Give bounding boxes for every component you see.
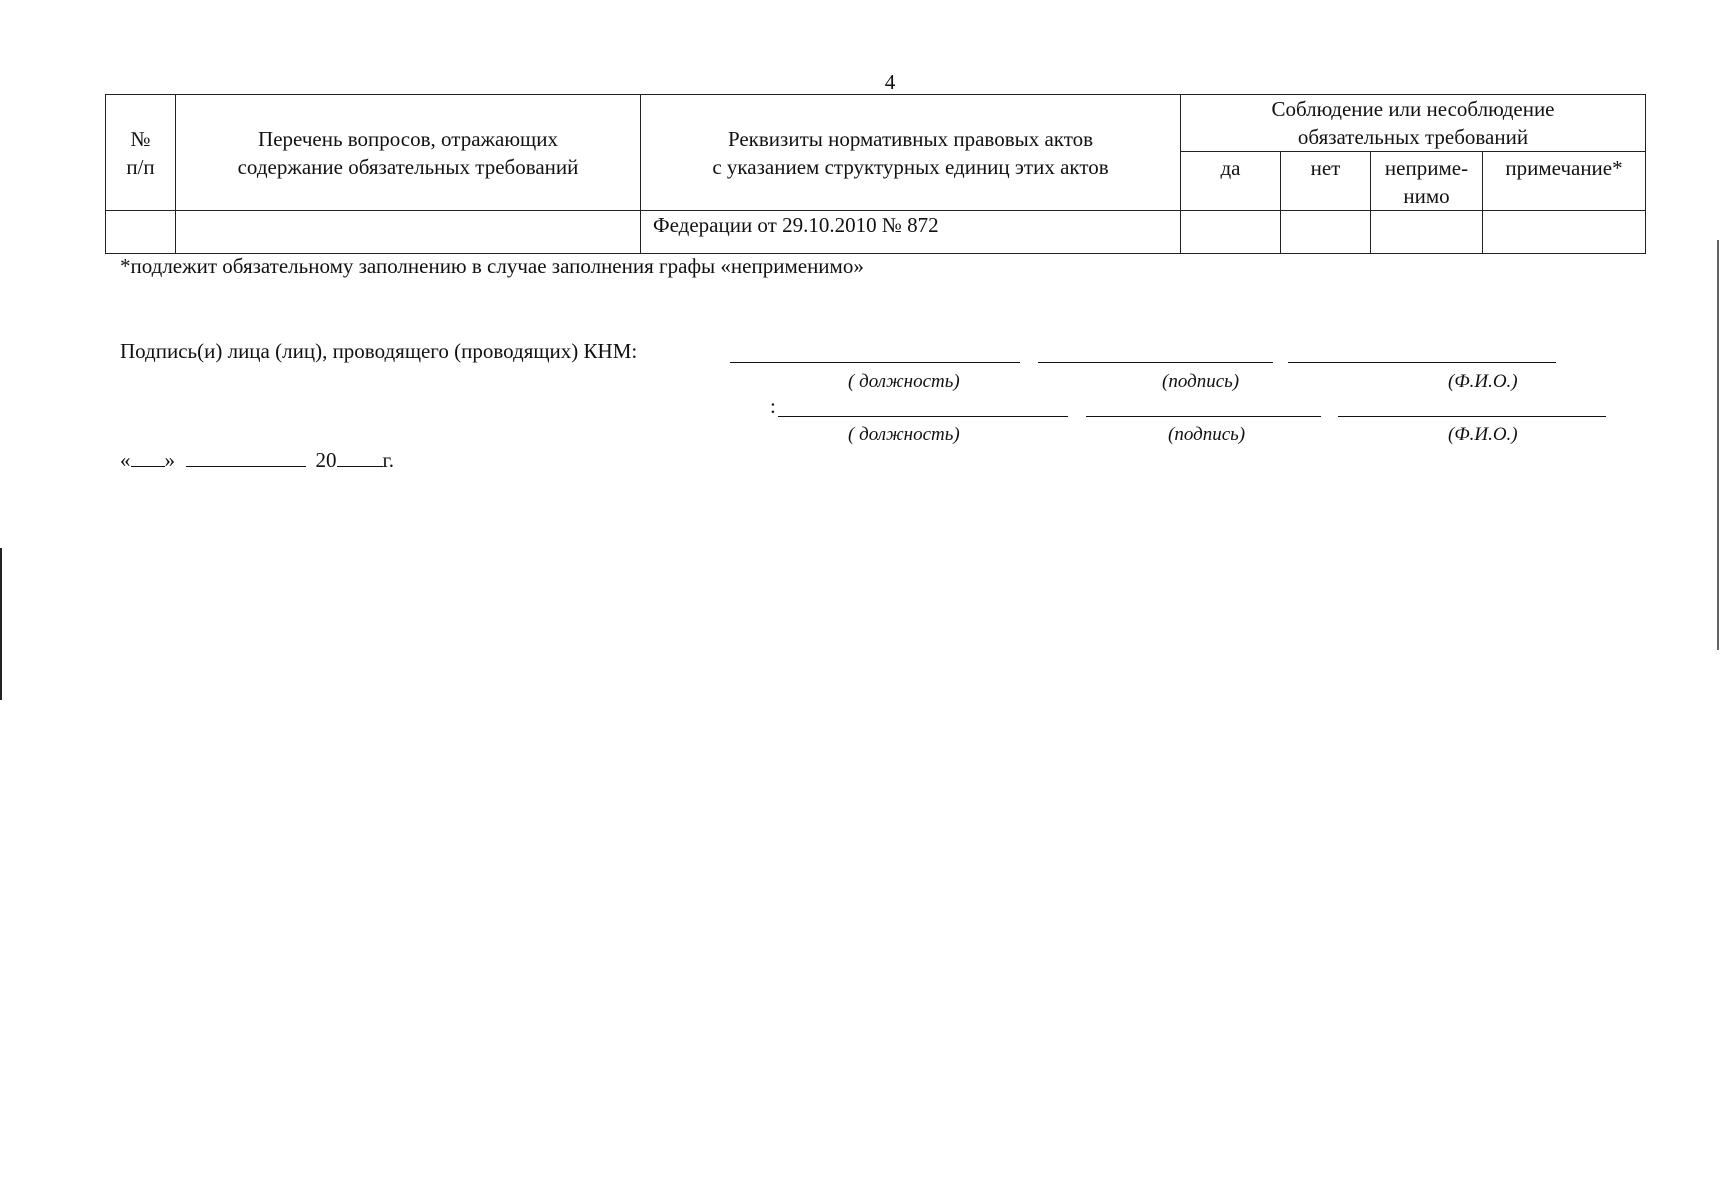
signature-label: Подпись(и) лица (лиц), проводящего (проводящих) КНМ: bbox=[120, 339, 638, 363]
footnote: *подлежит обязательному заполнению в случае заполнения графы «неприменимо» bbox=[120, 254, 864, 278]
signature-blank-2[interactable] bbox=[1086, 416, 1321, 417]
position-blank-2[interactable] bbox=[778, 416, 1068, 417]
cell-yes[interactable] bbox=[1181, 211, 1281, 254]
position-caption-1: ( должность) bbox=[848, 371, 960, 392]
header-no bbox=[1281, 152, 1371, 211]
header-yes bbox=[1181, 152, 1281, 211]
cell-not-applicable[interactable] bbox=[1371, 211, 1483, 254]
name-blank-2[interactable] bbox=[1338, 416, 1606, 417]
name-caption-2: (Ф.И.О.) bbox=[1448, 424, 1518, 445]
scan-edge-mark-left bbox=[0, 548, 2, 700]
year-suffix: г. bbox=[382, 448, 394, 472]
header-note-label: примечание* bbox=[1505, 156, 1623, 180]
cell-note[interactable] bbox=[1483, 211, 1646, 254]
header-question-list: Перечень вопросов, отражающих содержание обязательных требований bbox=[176, 95, 641, 211]
header-yes-label: да bbox=[1220, 156, 1241, 180]
page-number: 4 bbox=[884, 70, 896, 94]
signature-caption-1: (подпись) bbox=[1162, 371, 1240, 392]
signature-blank-1[interactable] bbox=[1038, 362, 1273, 363]
cell-requisites: Федерации от 29.10.2010 № 872 bbox=[641, 211, 1181, 254]
name-blank-1[interactable] bbox=[1288, 362, 1556, 363]
table-row bbox=[106, 211, 1646, 254]
header-compliance-group: Соблюдение или несоблюдение обязательных требований bbox=[1181, 95, 1646, 152]
header-no-label: нет bbox=[1310, 156, 1341, 180]
signature-caption-2: (подпись) bbox=[1168, 424, 1246, 445]
table-header-row bbox=[106, 95, 1646, 152]
header-not-applicable-label: неприме- нимо bbox=[1384, 156, 1469, 208]
name-caption-1: (Ф.И.О.) bbox=[1448, 371, 1518, 392]
cell-npp bbox=[106, 211, 176, 254]
date-close-quote: » bbox=[164, 448, 175, 472]
position-blank-1[interactable] bbox=[730, 362, 1020, 363]
year-prefix: 20 bbox=[315, 448, 337, 472]
year-blank[interactable] bbox=[337, 448, 383, 467]
header-note bbox=[1483, 152, 1646, 211]
header-npp: № п/п bbox=[106, 95, 176, 211]
date-line bbox=[120, 448, 394, 473]
second-signature-colon: : bbox=[770, 394, 776, 418]
day-blank[interactable] bbox=[131, 448, 165, 467]
header-requisites: Реквизиты нормативных правовых актов с указанием структурных единиц этих актов bbox=[641, 95, 1181, 211]
header-not-applicable bbox=[1371, 152, 1483, 211]
cell-question bbox=[176, 211, 641, 254]
position-caption-2: ( должность) bbox=[848, 424, 960, 445]
cell-no[interactable] bbox=[1281, 211, 1371, 254]
scan-edge-mark-right bbox=[1717, 240, 1719, 650]
month-blank[interactable] bbox=[186, 448, 306, 467]
date-open-quote: « bbox=[120, 448, 131, 472]
checklist-table bbox=[105, 94, 1646, 254]
